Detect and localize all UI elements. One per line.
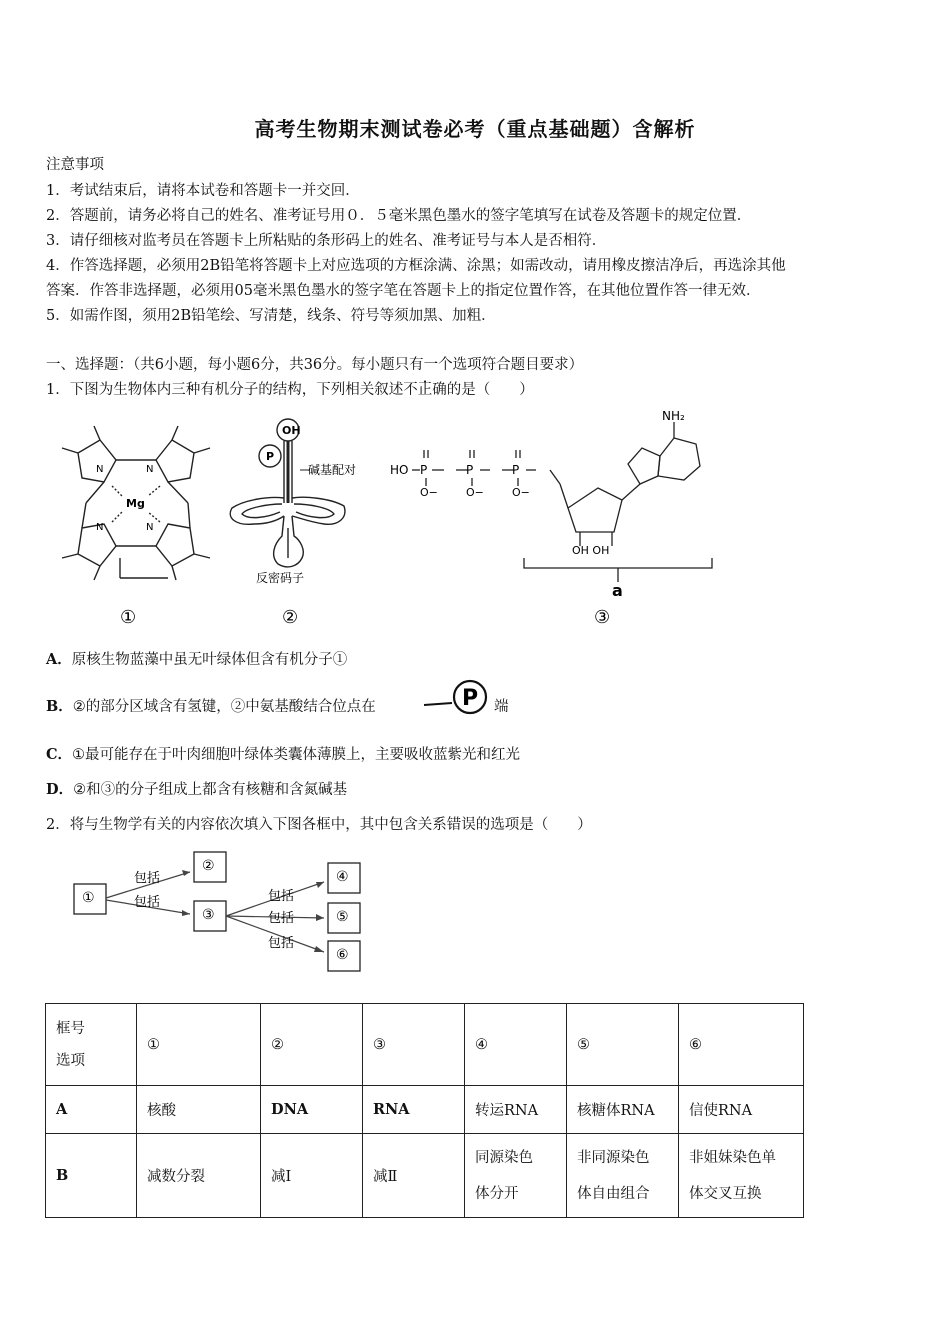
table-cell: 核酸 (137, 1086, 261, 1134)
q1-option-d (46, 778, 347, 799)
option-b-suffix: 端 (494, 699, 509, 715)
nitrogen-label: N (96, 522, 104, 533)
o-minus-label: O− (466, 486, 484, 499)
q2-stem: 2．将与生物学有关的内容依次填入下图各框中，其中包含关系错误的选项是（ ） (46, 817, 592, 833)
header-cell: ③ (363, 1004, 465, 1086)
box-2: ② (202, 858, 215, 874)
option-letter: B． (46, 698, 73, 715)
cell-line: 非同源染色 (577, 1149, 650, 1166)
q1-stem-emphasis: 不正确 (403, 382, 447, 398)
header-cell (46, 1004, 137, 1086)
header-cell: ① (137, 1004, 261, 1086)
page-title: 高考生物期末测试卷必考（重点基础题）含解析 (254, 117, 696, 141)
option-text: ②的部分区域含有氢键，②中氨基酸结合位点在 (72, 699, 376, 715)
table-row (46, 1134, 804, 1218)
box-6: ⑥ (336, 947, 349, 963)
ribose-oh-label: OH OH (572, 544, 610, 557)
option-letter: A． (46, 651, 72, 668)
o-minus-label: O− (512, 486, 530, 499)
notice-item: 1．考试结束后，请将本试卷和答题卡一并交回． (46, 183, 360, 199)
table-cell: 减数分裂 (137, 1134, 261, 1218)
trna-structure (230, 419, 345, 567)
figure-label-1: ① (120, 607, 137, 628)
q1-stem (46, 378, 534, 399)
answer-table (45, 1003, 804, 1218)
option-letter: D． (46, 781, 74, 798)
table-cell (465, 1134, 567, 1218)
row-label: B (46, 1134, 137, 1218)
cell-line: 同源染色 (475, 1149, 533, 1166)
include-label: 包括 (268, 889, 295, 904)
table-header-row (46, 1004, 804, 1086)
option-text: 原核生物蓝藻中虽无叶绿体但含有机分子① (71, 652, 348, 668)
table-row (46, 1086, 804, 1134)
table-cell: 转运RNA (465, 1086, 567, 1134)
table-cell: 减Ⅱ (363, 1134, 465, 1218)
ho-label: HO (390, 463, 409, 477)
q1-option-a (46, 648, 347, 669)
option-text: ①最可能存在于叶肉细胞叶绿体类囊体薄膜上，主要吸收蓝紫光和红光 (72, 747, 521, 763)
q1-stem-part-a: 1．下图为生物体内三种有机分子的结构，下列相关叙述 (46, 382, 404, 398)
nitrogen-label: N (146, 464, 154, 475)
q1-figure (48, 408, 738, 630)
p-end-icon (424, 678, 492, 718)
atp-structure (412, 422, 712, 582)
p-label: P (266, 450, 275, 463)
phosphate-p: P (512, 463, 520, 477)
nitrogen-label: N (146, 522, 154, 533)
option-text: ②和③的分子组成上都含有核糖和含氮碱基 (73, 782, 348, 798)
table-cell: 核糖体RNA (567, 1086, 679, 1134)
base-pair-label: 碱基配对 (308, 463, 357, 477)
notice-heading: 注意事项 (46, 157, 104, 173)
header-cell: ⑥ (679, 1004, 804, 1086)
cell-line: 非姐妹染色单 (689, 1149, 776, 1166)
anticodon-label: 反密码子 (256, 571, 305, 585)
option-letter: C． (46, 746, 73, 763)
table-cell: DNA (261, 1086, 363, 1134)
include-label: 包括 (134, 895, 161, 910)
nh2-label: NH₂ (662, 409, 685, 423)
phosphate-p: P (466, 463, 474, 477)
header-line: 选项 (56, 1052, 85, 1069)
q1-option-b (46, 695, 376, 716)
notice-item: 3．请仔细核对监考员在答题卡上所粘贴的条形码上的姓名、准考证号与本人是否相符． (46, 233, 607, 249)
section-heading: 一、选择题：（共6小题，每小题6分，共36分。每小题只有一个选项符合题目要求） (46, 357, 584, 373)
q1-option-c (46, 743, 520, 764)
a-label: a (612, 581, 623, 600)
box-3: ③ (202, 907, 215, 923)
header-cell: ② (261, 1004, 363, 1086)
row-label: A (46, 1086, 137, 1134)
header-cell: ④ (465, 1004, 567, 1086)
figure-label-3: ③ (594, 607, 611, 628)
q1-stem-part-b: 的是（ ） (446, 382, 534, 398)
figure-label-2: ② (282, 607, 299, 628)
box-1: ① (82, 890, 95, 906)
box-4: ④ (336, 869, 349, 885)
magnesium-label: Mg (126, 497, 145, 510)
table-cell: 减Ⅰ (261, 1134, 363, 1218)
notice-item: 5．如需作图，须用2B铅笔绘、写清楚，线条、符号等须加黑、加粗． (46, 308, 496, 324)
cell-line: 体分开 (475, 1185, 519, 1202)
nitrogen-label: N (96, 464, 104, 475)
phosphate-p: P (420, 463, 428, 477)
p-end-letter: P (462, 686, 479, 711)
table-cell (679, 1134, 804, 1218)
notice-item: 2．答题前，请务必将自己的姓名、准考证号用０．５毫米黑色墨水的签字笔填写在试卷及答题卡的规定位置． (46, 208, 752, 224)
include-label: 包括 (134, 871, 161, 886)
notice-item: 答案．作答非选择题，必须用05毫米黑色墨水的签字笔在答题卡上的指定位置作答，在其他位置作答一律无效． (46, 283, 761, 299)
box-5: ⑤ (336, 909, 349, 925)
header-line: 框号 (56, 1020, 85, 1037)
inclusion-diagram (70, 848, 370, 978)
table-cell: 信使RNA (679, 1086, 804, 1134)
include-label: 包括 (268, 911, 295, 926)
o-minus-label: O− (420, 486, 438, 499)
notice-item: 4．作答选择题，必须用2B铅笔将答题卡上对应选项的方框涂满、涂黑；如需改动，请用橡皮擦洁净后，再选涂其他 (46, 258, 786, 274)
table-cell (567, 1134, 679, 1218)
cell-line: 体交叉互换 (689, 1185, 762, 1202)
include-label: 包括 (268, 936, 295, 951)
cell-line: 体自由组合 (577, 1185, 650, 1202)
oh-label: OH (282, 424, 301, 437)
table-cell: RNA (363, 1086, 465, 1134)
header-cell: ⑤ (567, 1004, 679, 1086)
